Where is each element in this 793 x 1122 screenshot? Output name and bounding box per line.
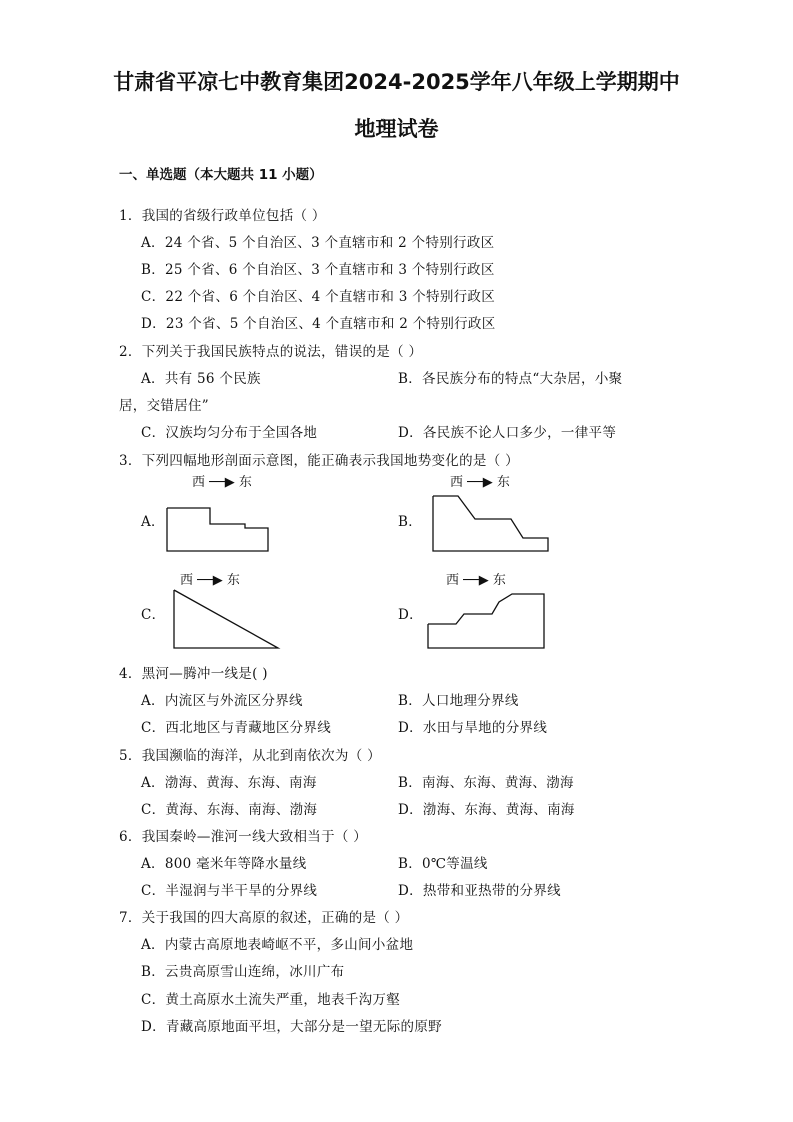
question-4-option-a: A．内流区与外流区分界线: [141, 693, 303, 709]
question-6-stem: 6．我国秦岭—淮河一线大致相当于（ ）: [119, 829, 368, 845]
question-5-option-d: D．渤海、东海、黄海、南海: [398, 802, 575, 818]
exam-title-line2: 地理试卷: [354, 117, 439, 141]
profile-diagram-c: [168, 570, 284, 652]
section-heading: 一、单选题（本大题共 11 小题）: [119, 167, 323, 183]
question-3-option-c: C．: [141, 607, 166, 623]
question-3-option-b: B．: [398, 514, 423, 530]
question-5-option-c: C．黄海、东海、南海、渤海: [141, 802, 318, 818]
question-6-option-a: A．800 毫米年等降水量线: [141, 856, 307, 872]
question-1-stem: 1．我国的省级行政单位包括（ ）: [119, 208, 326, 224]
question-6-option-c: C．半湿润与半干旱的分界线: [141, 883, 318, 899]
question-2-stem: 2．下列关于我国民族特点的说法，错误的是（ ）: [119, 344, 423, 360]
question-4-option-b: B．人口地理分界线: [398, 693, 519, 709]
question-1-option-d: D．23 个省、5 个自治区、4 个直辖市和 2 个特别行政区: [141, 316, 496, 332]
question-4-option-d: D．水田与旱地的分界线: [398, 720, 548, 736]
profile-diagram-a: [160, 472, 280, 554]
exam-title-line1: 甘肃省平凉七中教育集团2024-2025学年八年级上学期期中: [113, 70, 680, 94]
question-1-option-c: C．22 个省、6 个自治区、4 个直辖市和 3 个特别行政区: [141, 289, 496, 305]
question-2-option-b-continued: 居，交错居住”: [119, 398, 210, 414]
question-7-option-b: B．云贵高原雪山连绵，冰川广布: [141, 964, 345, 980]
question-6-option-d: D．热带和亚热带的分界线: [398, 883, 561, 899]
question-7-option-d: D．青藏高原地面平坦，大部分是一望无际的原野: [141, 1019, 442, 1035]
question-4-option-c: C．西北地区与青藏地区分界线: [141, 720, 332, 736]
question-2-option-d: D．各民族不论人口多少，一律平等: [398, 425, 617, 441]
question-2-option-a: A．共有 56 个民族: [141, 371, 261, 387]
question-3-option-a: A．: [141, 514, 165, 530]
diagram-a-direction-label: 西 ──▶ 东: [192, 475, 252, 490]
question-4-stem: 4．黑河—腾冲一线是( ): [119, 666, 268, 682]
question-1-option-a: A．24 个省、5 个自治区、3 个直辖市和 2 个特别行政区: [141, 235, 495, 251]
question-6-option-b: B．0℃等温线: [398, 856, 488, 872]
profile-diagram-d: [424, 570, 550, 652]
diagram-d-direction-label: 西 ──▶ 东: [446, 573, 506, 588]
question-7-option-a: A．内蒙古高原地表崎岖不平，多山间小盆地: [141, 937, 414, 953]
question-2-option-b: B．各民族分布的特点“大杂居，小聚: [398, 371, 623, 387]
question-7-option-c: C．黄土高原水土流失严重，地表千沟万壑: [141, 992, 401, 1008]
question-1-option-b: B．25 个省、6 个自治区、3 个直辖市和 3 个特别行政区: [141, 262, 495, 278]
question-3-stem: 3．下列四幅地形剖面示意图，能正确表示我国地势变化的是（ ）: [119, 453, 519, 469]
diagram-c-direction-label: 西 ──▶ 东: [180, 573, 240, 588]
question-2-option-c: C．汉族均匀分布于全国各地: [141, 425, 318, 441]
question-3-option-d: D．: [398, 607, 423, 623]
question-5-option-a: A．渤海、黄海、东海、南海: [141, 775, 317, 791]
question-5-option-b: B．南海、东海、黄海、渤海: [398, 775, 574, 791]
question-5-stem: 5．我国濒临的海洋，从北到南依次为（ ）: [119, 748, 381, 764]
question-7-stem: 7．关于我国的四大高原的叙述，正确的是（ ）: [119, 910, 409, 926]
diagram-b-direction-label: 西 ──▶ 东: [450, 475, 510, 490]
profile-diagram-b: [428, 472, 554, 554]
